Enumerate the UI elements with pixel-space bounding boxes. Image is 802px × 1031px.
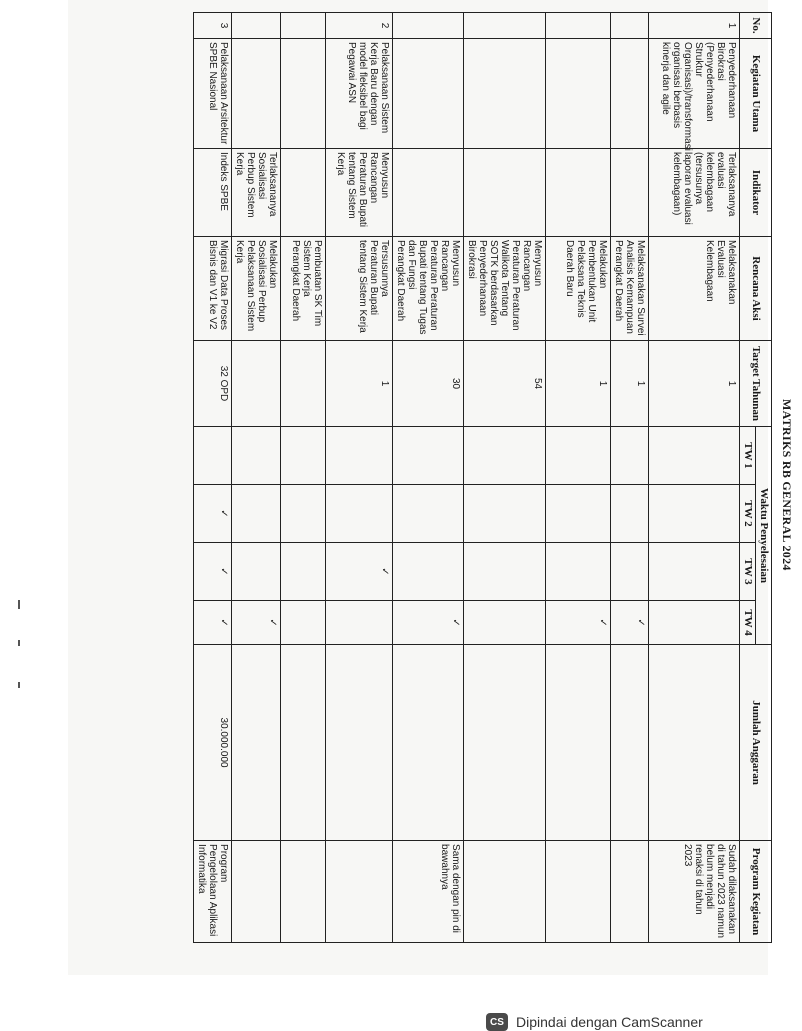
cell-tw1: [393, 427, 464, 485]
cell-tw3: [464, 543, 546, 601]
header-kegiatan: Kegiatan Utama: [740, 39, 772, 149]
cell-no: 1: [649, 13, 740, 39]
cell-tw1: [546, 427, 611, 485]
cell-indikator: Terlaksananya Sosialisasi Perbup Sistem Kerja: [232, 149, 281, 237]
table-row: [464, 13, 546, 943]
cell-tw2: ✓: [194, 485, 232, 543]
cell-rencana: Melaksanakan Evaluasi Kelembagaan: [649, 237, 740, 341]
cell-tw2: [611, 485, 649, 543]
cell-tw1: [464, 427, 546, 485]
header-no: No.: [740, 13, 772, 39]
cell-program: [464, 841, 546, 943]
table-row: [194, 13, 232, 943]
cell-program: [232, 841, 281, 943]
header-indikator: Indikator: [740, 149, 772, 237]
cell-tw4: [326, 601, 393, 645]
cell-no: [611, 13, 649, 39]
cell-anggaran: 30.000.000: [194, 645, 232, 841]
scan-mark: [18, 682, 20, 688]
cell-indikator: [281, 149, 326, 237]
cell-no: 3: [194, 13, 232, 39]
cell-tw4: ✓: [611, 601, 649, 645]
cell-indikator: [611, 149, 649, 237]
cell-kegiatan: [464, 39, 546, 149]
cell-tw2: [281, 485, 326, 543]
cell-tw4: ✓: [393, 601, 464, 645]
cell-tw4: [281, 601, 326, 645]
cell-tw3: [649, 543, 740, 601]
cell-indikator: Menyusun Rancangan Peraturan Bupati tentang Sistem Kerja: [326, 149, 393, 237]
cell-tw1: [649, 427, 740, 485]
header-waktu: Waktu Penyelesaian: [756, 427, 772, 645]
table-row: [611, 13, 649, 943]
header-tw1: TW 1: [740, 427, 756, 485]
cell-kegiatan: [232, 39, 281, 149]
cell-anggaran: [393, 645, 464, 841]
cell-tw4: ✓: [194, 601, 232, 645]
header-tw3: TW 3: [740, 543, 756, 601]
cell-indikator: Indeks SPBE: [194, 149, 232, 237]
cell-tw2: [649, 485, 740, 543]
header-program: Program Kegiatan: [740, 841, 772, 943]
cell-rencana: Menyusun Rancangan Peraturan Peraturan Walikota Tentang SOTK berdasarkan Penyederhanaan Birokrasi: [464, 237, 546, 341]
cell-target: 1: [649, 341, 740, 427]
cell-rencana: Pembuatan SK Tim Sistem Kerja Perangkat Daerah: [281, 237, 326, 341]
cell-tw4: [464, 601, 546, 645]
cell-tw1: [232, 427, 281, 485]
cell-tw2: [393, 485, 464, 543]
cell-tw1: [326, 427, 393, 485]
camscanner-logo-icon: CS: [486, 1013, 508, 1031]
cell-kegiatan: [611, 39, 649, 149]
cell-rencana: Migrasi Data Proses Bisnis dan V1 ke V2: [194, 237, 232, 341]
cell-tw3: [611, 543, 649, 601]
cell-kegiatan: [281, 39, 326, 149]
table-row: [232, 13, 281, 943]
cell-target: [281, 341, 326, 427]
cell-tw4: [649, 601, 740, 645]
cell-tw1: [281, 427, 326, 485]
scan-mark: [18, 640, 20, 646]
cell-program: [326, 841, 393, 943]
cell-kegiatan: [546, 39, 611, 149]
cell-no: [546, 13, 611, 39]
cell-program: Program Pengelolaan Aplikasi Informatika: [194, 841, 232, 943]
cell-tw2: [326, 485, 393, 543]
scanned-page: [68, 0, 794, 975]
table-row: [393, 13, 464, 943]
table-row: [649, 13, 740, 943]
cell-tw1: [194, 427, 232, 485]
cell-indikator: [393, 149, 464, 237]
cell-tw3: [281, 543, 326, 601]
cell-no: [232, 13, 281, 39]
cell-kegiatan: Pelaksanaan Arsitektur SPBE Nasional: [194, 39, 232, 149]
cell-rencana: Menyusun Rancangan Peraturan Peraturan Bupati tentang Tugas dan Fungsi Perangkat Daerah: [393, 237, 464, 341]
cell-tw3: [393, 543, 464, 601]
cell-no: [464, 13, 546, 39]
cell-anggaran: [281, 645, 326, 841]
cell-anggaran: [649, 645, 740, 841]
cell-anggaran: [326, 645, 393, 841]
cell-tw2: [464, 485, 546, 543]
cell-program: Sama dengan pin di bawahnya: [393, 841, 464, 943]
cell-target: 54: [464, 341, 546, 427]
cell-anggaran: [546, 645, 611, 841]
header-rencana: Rencana Aksi: [740, 237, 772, 341]
header-tw2: TW 2: [740, 485, 756, 543]
cell-tw2: [232, 485, 281, 543]
camscanner-watermark: [486, 1013, 703, 1031]
scan-mark: [18, 600, 20, 609]
cell-tw4: ✓: [546, 601, 611, 645]
cell-anggaran: [611, 645, 649, 841]
cell-tw4: ✓: [232, 601, 281, 645]
cell-target: 30: [393, 341, 464, 427]
cell-indikator: [464, 149, 546, 237]
rotated-document: [142, 4, 802, 964]
cell-no: 2: [326, 13, 393, 39]
cell-target: 1: [546, 341, 611, 427]
cell-program: [281, 841, 326, 943]
camscanner-text: Dipindai dengan CamScanner: [516, 1014, 703, 1030]
table-row: [546, 13, 611, 943]
document-title: MATRIKS RB GENERAL 2024: [780, 399, 794, 571]
table-row: [326, 13, 393, 943]
cell-tw2: [546, 485, 611, 543]
rb-matrix-table: [193, 12, 772, 943]
cell-rencana: Tersusunnya Peraturan Bupati tentang Sistem Kerja: [326, 237, 393, 341]
cell-tw3: [232, 543, 281, 601]
cell-tw1: [611, 427, 649, 485]
cell-kegiatan: [393, 39, 464, 149]
cell-target: [232, 341, 281, 427]
cell-rencana: Melakukan Pembentukan Unit Pelaksana Teknis Daerah Baru: [546, 237, 611, 341]
cell-kegiatan: Penyederhanaan Birokrasi (Penyederhanaan Struktur Organisasi)/transformasi organisasi berbasis kinerja dan agile: [649, 39, 740, 149]
cell-tw3: [546, 543, 611, 601]
cell-kegiatan: Pelaksanaan Sistem Kerja Baru dengan model fleksibel bagi Pegawai ASN: [326, 39, 393, 149]
cell-rencana: Melakukan Sosialisasi Perbup Pelaksanaan Sistem Kerja: [232, 237, 281, 341]
cell-indikator: [546, 149, 611, 237]
cell-target: 32 OPD: [194, 341, 232, 427]
table-row: [281, 13, 326, 943]
cell-target: 1: [611, 341, 649, 427]
cell-program: [611, 841, 649, 943]
header-anggaran: Jumlah Anggaran: [740, 645, 772, 841]
cell-rencana: Melaksanakan Survei Analisis Kemampuan Perangkat Daerah: [611, 237, 649, 341]
cell-no: [393, 13, 464, 39]
cell-no: [281, 13, 326, 39]
header-target: Target Tahunan: [740, 341, 772, 427]
cell-target: 1: [326, 341, 393, 427]
cell-program: [546, 841, 611, 943]
header-tw4: TW 4: [740, 601, 756, 645]
cell-tw3: ✓: [194, 543, 232, 601]
cell-indikator: Terlaksananya evaluasi kelembagaan (tersusunya laporan evaluasi kelembagaan): [649, 149, 740, 237]
cell-tw3: ✓: [326, 543, 393, 601]
cell-anggaran: [464, 645, 546, 841]
cell-program: Sudah dilaksanakan di tahun 2023 namun belum menjadi renaksi di tahun 2023: [649, 841, 740, 943]
cell-anggaran: [232, 645, 281, 841]
